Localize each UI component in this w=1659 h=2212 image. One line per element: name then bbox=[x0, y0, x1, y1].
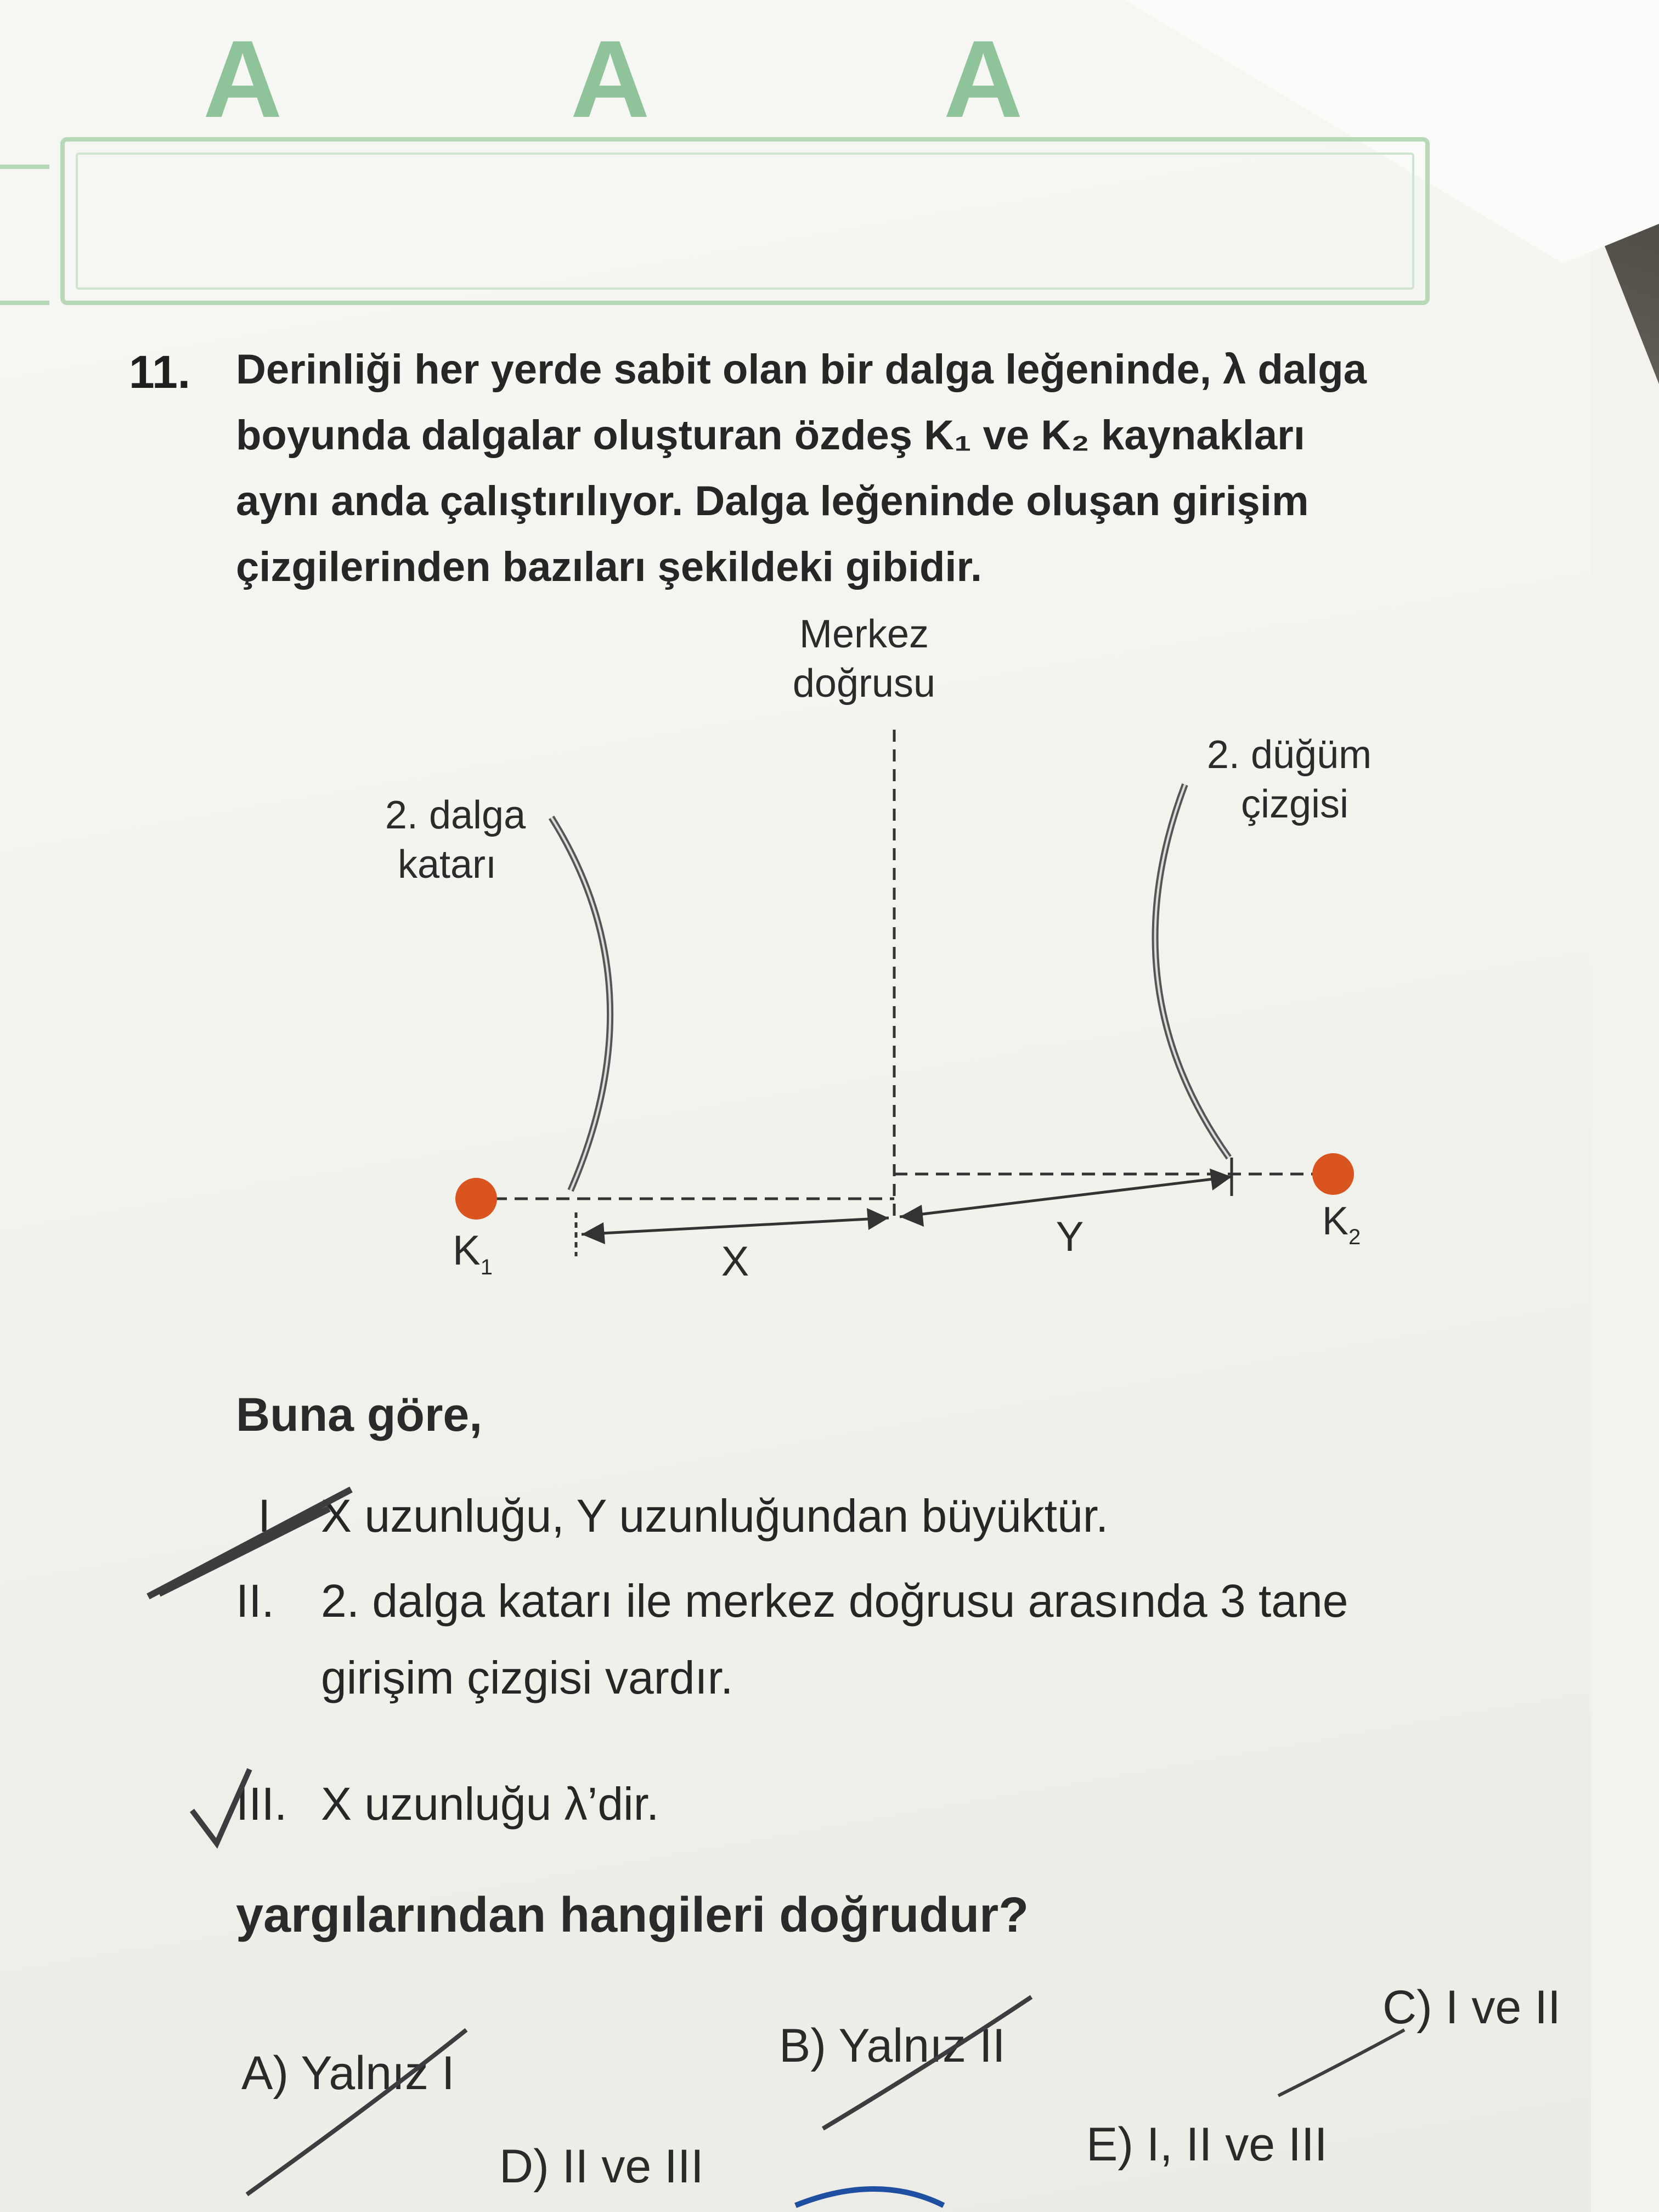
center-line-label-2: doğrusu bbox=[792, 662, 936, 706]
blue-pen-mark bbox=[795, 2189, 944, 2205]
wave-train-label-2: katarı bbox=[397, 843, 497, 887]
grade-letter-1: A bbox=[203, 18, 283, 140]
x-length-label: X bbox=[721, 1238, 749, 1285]
node-line-label-2: çizgisi bbox=[1240, 782, 1349, 826]
option-b[interactable]: B) Yalnız II bbox=[779, 2019, 1006, 2072]
prompt-lead: Buna göre, bbox=[236, 1389, 483, 1441]
check-mark bbox=[192, 1769, 250, 1843]
option-c[interactable]: C) I ve II bbox=[1383, 1981, 1561, 2034]
statement-1-text: X uzunluğu, Y uzunluğundan büyüktür. bbox=[321, 1490, 1109, 1542]
statement-2-number: II. bbox=[236, 1575, 275, 1627]
option-d[interactable]: D) II ve III bbox=[499, 2140, 704, 2193]
statement-1-number: I. bbox=[258, 1490, 284, 1542]
option-b-scribble bbox=[823, 1997, 1031, 2129]
statement-3-text: X uzunluğu λ’dir. bbox=[321, 1778, 659, 1830]
question-line-3: aynı anda çalıştırılıyor. Dalga leğeninde oluşan girişim bbox=[236, 478, 1309, 524]
option-a[interactable]: A) Yalnız I bbox=[241, 2047, 455, 2100]
question-ending: yargılarından hangileri doğrudur? bbox=[236, 1888, 1029, 1943]
statement-2-continuation: girişim çizgisi vardır. bbox=[321, 1652, 733, 1703]
source-k2-label: $K_2$ bbox=[1322, 1199, 1361, 1249]
grade-letter-3: A bbox=[944, 18, 1023, 140]
statement-3-number: III. bbox=[236, 1778, 287, 1830]
statement-2-text: 2. dalga katarı ile merkez doğrusu arasında 3 tane bbox=[321, 1575, 1348, 1627]
question-line-2: boyunda dalgalar oluşturan özdeş K₁ ve K₂ kaynakları bbox=[236, 412, 1305, 459]
question-line-1: Derinliği her yerde sabit olan bir dalga leğeninde, λ dalga bbox=[236, 346, 1367, 393]
source-k1-label: $K_1$ bbox=[453, 1227, 493, 1279]
option-c-scribble bbox=[1278, 2030, 1404, 2096]
option-a-scribble bbox=[247, 2030, 466, 2194]
question-number: 11. bbox=[129, 346, 191, 398]
wave-train-label-1: 2. dalga bbox=[385, 793, 526, 837]
grade-letter-2: A bbox=[571, 18, 650, 140]
crossed-out-mark bbox=[148, 1489, 351, 1596]
node-line-label-1: 2. düğüm bbox=[1206, 733, 1372, 777]
question-line-4: çizgilerinden bazıları şekildeki gibidir. bbox=[236, 544, 982, 590]
y-length-label: Y bbox=[1056, 1214, 1084, 1260]
center-line-label-1: Merkez bbox=[799, 612, 929, 656]
option-e[interactable]: E) I, II ve III bbox=[1086, 2118, 1328, 2171]
